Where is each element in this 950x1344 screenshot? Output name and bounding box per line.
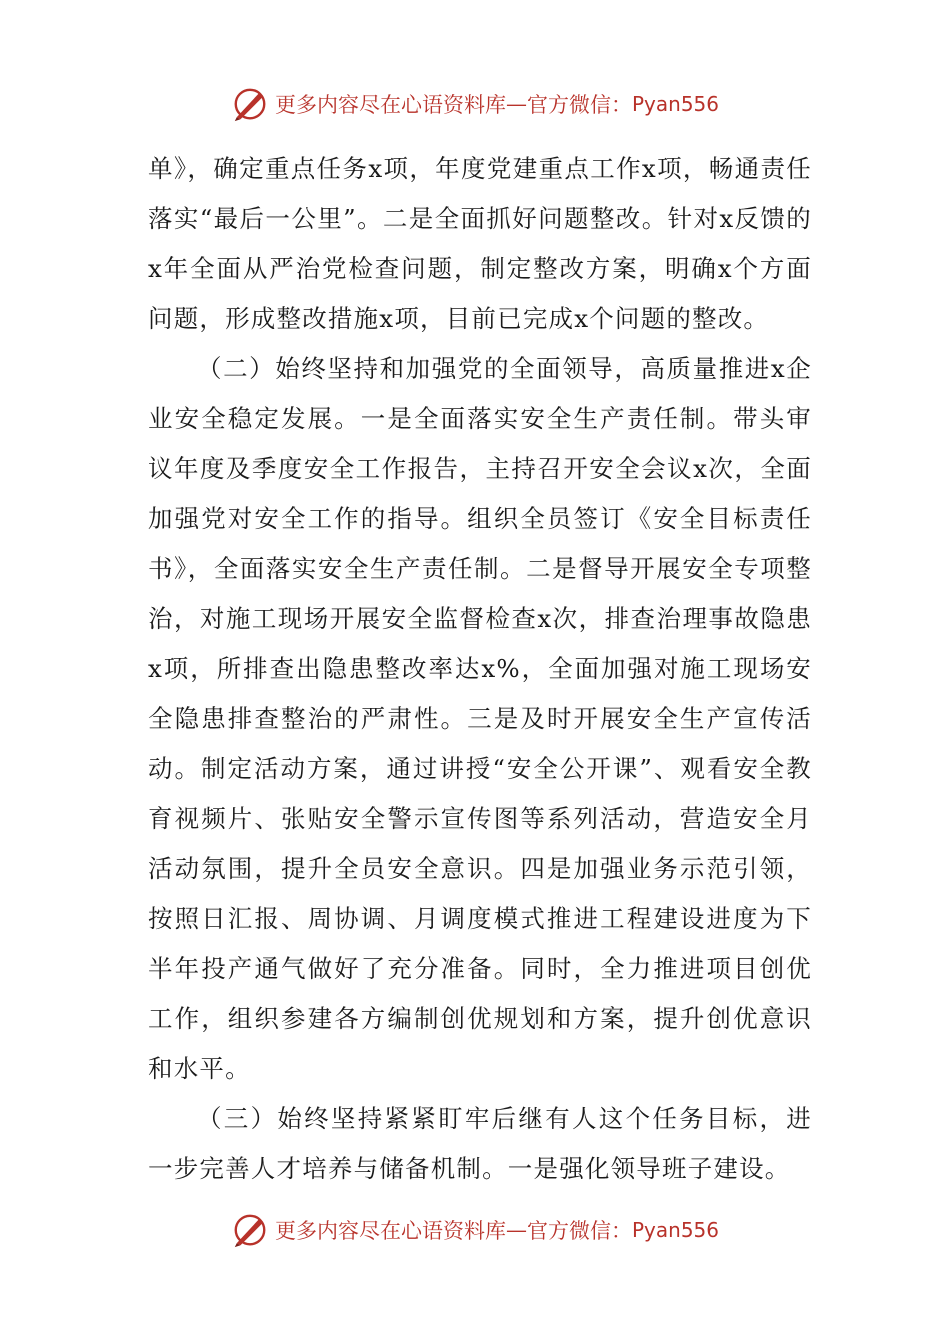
header-watermark xyxy=(0,82,950,126)
wechat-id: Pyan556 xyxy=(631,1218,719,1242)
document-body xyxy=(148,144,812,1194)
paragraph-2: （二）始终坚持和加强党的全面领导，高质量推进x企业安全稳定发展。一是全面落实安全生产责任制。带头审议年度及季度安全工作报告，主持召开安全会议x次，全面加强党对安全工作的指导。组织全员签订《安全目标责任书》，全面落实安全生产责任制。二是督导开展安全专项整治，对施工现场开展安全监督检查x次，排查治理事故隐患x项，所排查出隐患整改率达x%，全面加强对施工现场安全隐患排查整治的严肃性。三是及时开展安全生产宣传活动。制定活动方案，通过讲授“安全公开课”、观看安全教育视频片、张贴安全警示宣传图等系列活动，营造安全月活动氛围，提升全员安全意识。四是加强业务示范引领，按照日汇报、周协调、月调度模式推进工程建设进度为下半年投产通气做好了充分准备。同时，全力推进项目创优工作，组织参建各方编制创优规划和方案，提升创优意识和水平。 xyxy=(148,354,812,1083)
watermark-dash: — xyxy=(505,92,527,116)
paragraph-1: 单》，确定重点任务x项，年度党建重点工作x项，畅通责任落实“最后一公里”。二是全面抓好问题整改。针对x反馈的x年全面从严治党检查问题，制定整改方案，明确x个方面问题，形成整改措施x项，目前已完成x个问题的整改。 xyxy=(148,154,812,333)
wechat-label: 官方微信： xyxy=(526,1219,632,1243)
paragraph-3: （三）始终坚持紧紧盯牢后继有人这个任务目标，进一步完善人才培养与储备机制。一是强化领导班子建设。 xyxy=(148,1104,812,1183)
watermark-dash: — xyxy=(505,1218,527,1242)
wechat-id: Pyan556 xyxy=(631,92,719,116)
footer-watermark xyxy=(0,1208,950,1252)
watermark-text: 更多内容尽在心语资料库 xyxy=(274,1219,506,1243)
wechat-label: 官方微信： xyxy=(526,93,632,117)
watermark-text: 更多内容尽在心语资料库 xyxy=(274,93,506,117)
pen-logo-icon xyxy=(231,1211,269,1249)
pen-logo-icon xyxy=(231,85,269,123)
